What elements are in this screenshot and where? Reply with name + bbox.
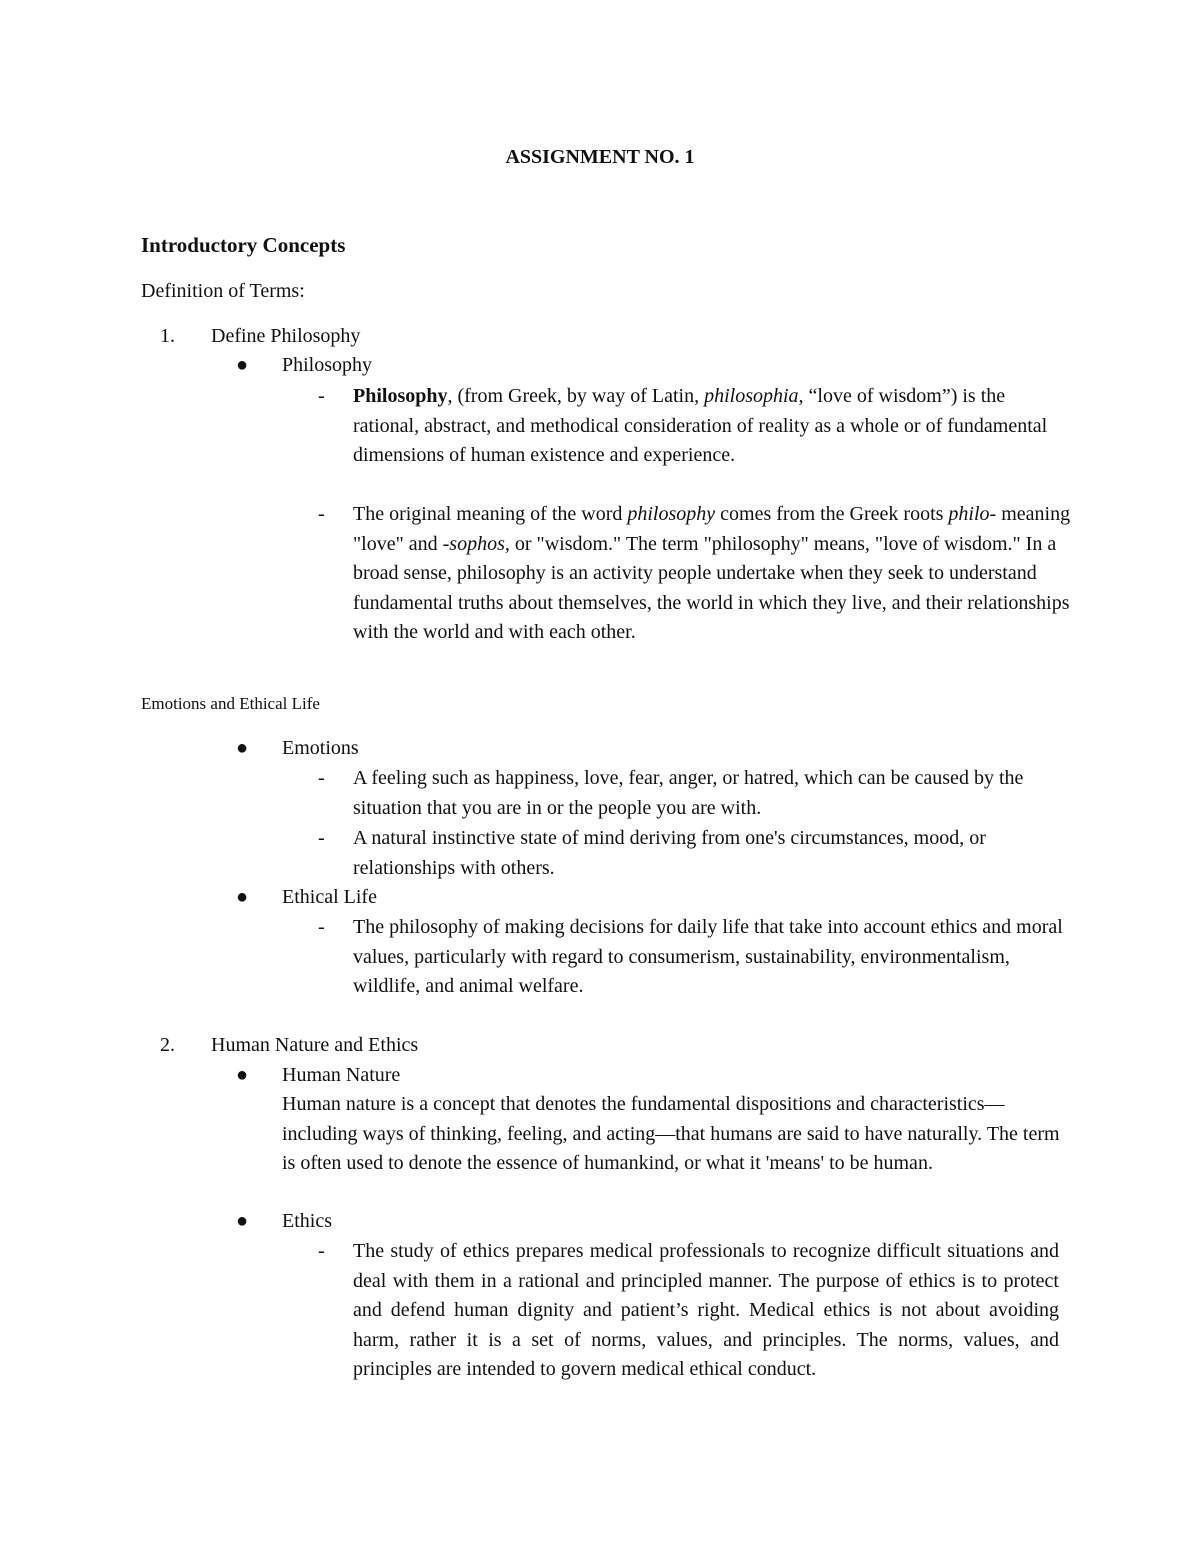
emotions-definition-2: A natural instinctive state of mind deriving from one's circumstances, mood, or relationships with others. bbox=[353, 827, 986, 879]
dash-icon: - bbox=[318, 767, 325, 789]
bullet-label-ethical-life: Ethical Life bbox=[282, 886, 377, 908]
subsection-heading: Emotions and Ethical Life bbox=[141, 694, 320, 713]
dash-icon: - bbox=[318, 1240, 325, 1262]
list-label-define-philosophy: Define Philosophy bbox=[211, 325, 361, 347]
bullet-label-emotions: Emotions bbox=[282, 737, 359, 759]
list-number-1: 1. bbox=[160, 325, 175, 347]
term-bold: Philosophy bbox=[353, 385, 448, 407]
section-heading: Introductory Concepts bbox=[141, 233, 346, 257]
philosophy-etymology: The original meaning of the word philosophy comes from the Greek roots philo- meaning "love" and -sophos, or "wisdom." The term "philosophy" means, "love of wisdom." In a broad sense, philosophy is an activity people undertake when they seek to understand fundamental truths about themselves, the world in which they live, and their relationships with the world and with each other. bbox=[353, 503, 1071, 643]
bullet-label-philosophy: Philosophy bbox=[282, 354, 373, 376]
definition-label: Definition of Terms: bbox=[141, 280, 305, 302]
dash-icon: - bbox=[318, 503, 325, 525]
ethics-definition: The study of ethics prepares medical professionals to recognize difficult situations and deal with them in a rational and principled manner. The purpose of ethics is to protect and defend human dignity and patient’s right. Medical ethics is not about avoiding harm, rather it is a set of norms, values, and principles. The norms, values, and principles are intended to govern medical ethical conduct. bbox=[353, 1240, 1059, 1380]
document-title: ASSIGNMENT NO. 1 bbox=[505, 146, 695, 168]
bullet-icon: ● bbox=[236, 737, 249, 759]
dash-icon: - bbox=[318, 827, 325, 849]
bullet-icon: ● bbox=[236, 354, 249, 376]
bullet-icon: ● bbox=[236, 886, 249, 908]
bullet-icon: ● bbox=[236, 1210, 249, 1232]
emotions-definition-1: A feeling such as happiness, love, fear, anger, or hatred, which can be caused by the situation that you are in or the people you are with. bbox=[353, 767, 1024, 819]
human-nature-definition: Human nature is a concept that denotes the fundamental dispositions and characteristics—including ways of thinking, feeling, and acting—that humans are said to have naturally. The term is often used to denote the essence of humankind, or what it 'means' to be human. bbox=[282, 1093, 1060, 1174]
dash-icon: - bbox=[318, 385, 325, 407]
dash-icon: - bbox=[318, 916, 325, 938]
list-number-2: 2. bbox=[160, 1034, 175, 1056]
philosophy-definition: Philosophy, (from Greek, by way of Latin, philosophia, “love of wisdom”) is the rational, abstract, and methodical consideration of reality as a whole or of fundamental dimensions of human existence and experience. bbox=[353, 385, 1048, 466]
bullet-label-ethics: Ethics bbox=[282, 1210, 332, 1232]
bullet-icon: ● bbox=[236, 1064, 249, 1086]
bullet-label-human-nature: Human Nature bbox=[282, 1064, 401, 1086]
list-label-human-nature-ethics: Human Nature and Ethics bbox=[211, 1034, 419, 1056]
ethical-life-definition: The philosophy of making decisions for daily life that take into account ethics and moral values, particularly with regard to consumerism, sustainability, environmentalism, wildlife, and animal welfare. bbox=[353, 916, 1063, 997]
